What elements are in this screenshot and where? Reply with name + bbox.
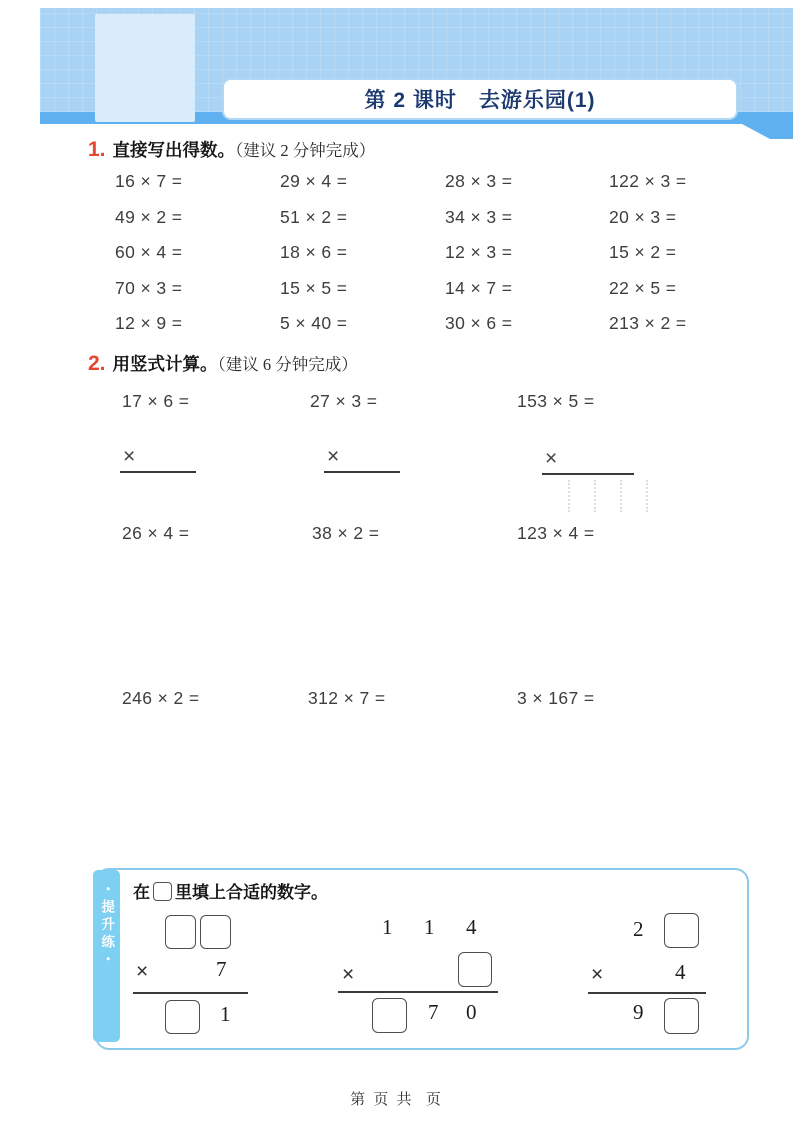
section2-hint: （建议 6 分钟完成） — [217, 355, 358, 374]
instruction-suffix: 里填上合适的数字。 — [175, 883, 328, 902]
problem: 213 × 2 = — [609, 313, 687, 334]
vertical-form-line — [120, 471, 196, 473]
section2-number: 2. — [88, 352, 106, 375]
problem: 15 × 2 = — [609, 242, 677, 263]
puzzle-digit: 4 — [466, 915, 477, 939]
oral-problems-grid — [115, 171, 725, 349]
multiply-sign: × — [342, 963, 355, 986]
problem: 3 × 167 = — [517, 688, 595, 708]
multiply-sign: × — [545, 447, 558, 470]
problem: 153 × 5 = — [517, 391, 595, 411]
puzzle-digit: 0 — [466, 1000, 477, 1024]
problem: 123 × 4 = — [517, 523, 595, 543]
problem: 60 × 4 = — [115, 242, 183, 263]
problem: 18 × 6 = — [280, 242, 348, 263]
answer-box — [165, 915, 196, 949]
page-title: 第 2 课时 去游乐园(1) — [364, 89, 596, 112]
multiply-sign: × — [123, 445, 136, 468]
problem: 70 × 3 = — [115, 277, 183, 298]
problem: 246 × 2 = — [122, 688, 200, 708]
page-footer: 第 页 共 页 — [350, 1091, 443, 1108]
vertical-form-line — [133, 992, 248, 994]
answer-box — [165, 1000, 200, 1034]
section2-title: 用竖式计算。 — [112, 354, 218, 374]
vertical-form-line — [324, 471, 400, 473]
header-ribbon-tail — [742, 124, 793, 139]
puzzle-digit: 7 — [428, 1000, 439, 1024]
answer-box — [664, 913, 699, 948]
problem: 29 × 4 = — [280, 171, 348, 191]
grid-guide-line — [594, 480, 596, 512]
puzzle-digit: 1 — [220, 1002, 231, 1026]
multiply-sign: × — [591, 963, 604, 986]
answer-box — [200, 915, 231, 949]
multiply-sign: × — [136, 960, 149, 983]
problem: 20 × 3 = — [609, 206, 677, 227]
answer-box — [458, 952, 492, 987]
problem: 28 × 3 = — [445, 171, 513, 191]
puzzle-digit: 4 — [675, 960, 686, 984]
boost-ribbon — [93, 870, 120, 1042]
blank-box-icon — [153, 882, 172, 901]
problem: 12 × 3 = — [445, 242, 513, 263]
puzzle-digit: 9 — [633, 1000, 644, 1024]
boost-ribbon-label: ・提升练・ — [99, 882, 115, 970]
puzzle-digit: 2 — [633, 917, 644, 941]
problem: 34 × 3 = — [445, 206, 513, 227]
problem: 312 × 7 = — [308, 688, 386, 708]
problem: 12 × 9 = — [115, 313, 183, 334]
answer-box — [664, 998, 699, 1034]
problem: 22 × 5 = — [609, 277, 677, 298]
vertical-form-line — [542, 473, 634, 475]
section1-number: 1. — [88, 138, 106, 161]
puzzle-digit: 7 — [216, 957, 227, 981]
instruction-prefix: 在 — [133, 883, 150, 902]
multiply-sign: × — [327, 445, 340, 468]
section1-heading — [88, 137, 375, 162]
boost-instruction — [133, 878, 328, 903]
section1-title: 直接写出得数。 — [112, 140, 236, 160]
vertical-form-line — [588, 992, 706, 994]
grid-guide-line — [620, 480, 622, 512]
problem: 5 × 40 = — [280, 313, 348, 334]
answer-box — [372, 998, 407, 1033]
problem: 16 × 7 = — [115, 171, 183, 191]
grid-guide-line — [646, 480, 648, 512]
problem: 30 × 6 = — [445, 313, 513, 334]
section2-heading — [88, 351, 358, 376]
problem: 15 × 5 = — [280, 277, 348, 298]
lesson-title-box — [222, 78, 738, 120]
problem: 17 × 6 = — [122, 391, 190, 411]
header-light-panel — [95, 14, 195, 122]
problem: 38 × 2 = — [312, 523, 380, 543]
problem: 26 × 4 = — [122, 523, 190, 543]
vertical-form-line — [338, 991, 498, 993]
section1-hint: （建议 2 分钟完成） — [235, 141, 376, 160]
problem: 49 × 2 = — [115, 206, 183, 227]
problem: 14 × 7 = — [445, 277, 513, 298]
problem: 27 × 3 = — [310, 391, 378, 411]
problem: 51 × 2 = — [280, 206, 348, 227]
problem: 122 × 3 = — [609, 171, 687, 191]
puzzle-digit: 1 — [382, 915, 393, 939]
grid-guide-line — [568, 480, 570, 512]
puzzle-digit: 1 — [424, 915, 435, 939]
